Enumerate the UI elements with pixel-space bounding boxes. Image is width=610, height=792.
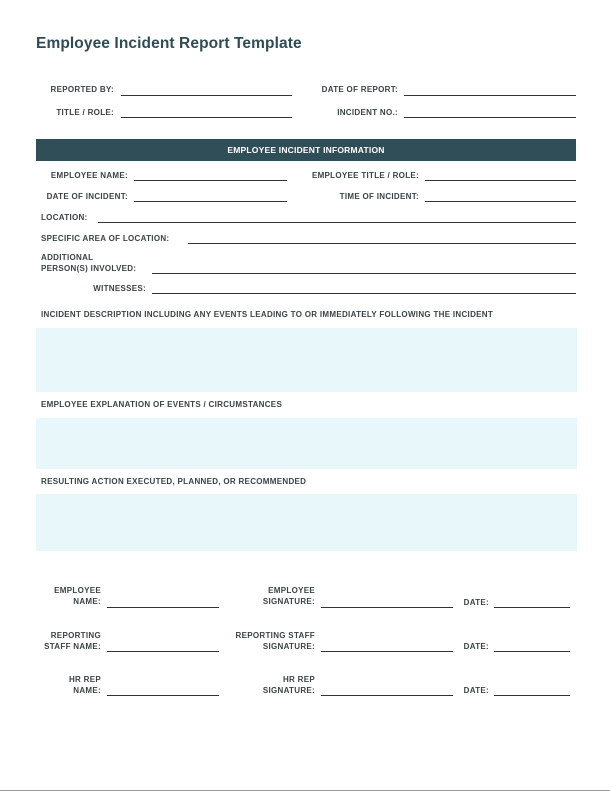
employee-name-label: EMPLOYEE NAME: xyxy=(50,171,128,180)
hr-name-label-line1: HR REP xyxy=(68,675,101,684)
staff-name-label-line2: STAFF NAME: xyxy=(44,642,101,651)
staff-signature-label-line1: REPORTING STAFF xyxy=(235,631,315,640)
employee-explanation-label: EMPLOYEE EXPLANATION OF EVENTS / CIRCUMSTANCES xyxy=(41,400,283,409)
location-label: LOCATION: xyxy=(41,213,88,222)
time-of-incident-field[interactable] xyxy=(425,201,576,202)
employee-name-sig-label-line2: NAME: xyxy=(73,597,101,606)
time-of-incident-label: TIME OF INCIDENT: xyxy=(339,192,419,201)
additional-persons-field[interactable] xyxy=(152,273,576,274)
employee-signature-label-line1: EMPLOYEE xyxy=(268,586,315,595)
resulting-action-input[interactable] xyxy=(36,494,577,551)
date-of-incident-field[interactable] xyxy=(134,201,287,202)
staff-date-label: DATE: xyxy=(463,642,489,651)
additional-label-line1: ADDITIONAL xyxy=(41,253,94,262)
date-of-report-field[interactable] xyxy=(404,95,576,96)
page-bottom-border xyxy=(0,790,610,791)
incident-description-label: INCIDENT DESCRIPTION INCLUDING ANY EVENTS LEADING TO OR IMMEDIATELY FOLLOWING THE INCIDENT xyxy=(41,310,494,319)
incident-no-label: INCIDENT NO.: xyxy=(337,108,398,117)
staff-signature-field[interactable] xyxy=(321,651,453,652)
employee-signature-label-line2: SIGNATURE: xyxy=(262,597,315,606)
staff-date-field[interactable] xyxy=(494,651,570,652)
hr-name-label-line2: NAME: xyxy=(73,686,101,695)
employee-name-sig-label-line1: EMPLOYEE xyxy=(54,586,101,595)
additional-persons-label: PERSON(S) INVOLVED: xyxy=(41,264,137,273)
reported-by-field[interactable] xyxy=(121,95,292,96)
hr-name-field[interactable] xyxy=(107,695,219,696)
date-of-report-label: DATE OF REPORT: xyxy=(321,85,398,94)
section-header-band: EMPLOYEE INCIDENT INFORMATION xyxy=(36,139,576,161)
employee-title-role-field[interactable] xyxy=(425,180,576,181)
hr-signature-label-line2: SIGNATURE: xyxy=(262,686,315,695)
location-field[interactable] xyxy=(98,222,576,223)
title-role-label: TITLE / ROLE: xyxy=(56,108,114,117)
employee-signature-field[interactable] xyxy=(321,607,453,608)
witnesses-label: WITNESSES: xyxy=(93,284,146,293)
staff-signature-label-line2: SIGNATURE: xyxy=(262,642,315,651)
witnesses-field[interactable] xyxy=(152,293,576,294)
employee-name-sig-field[interactable] xyxy=(107,607,219,608)
resulting-action-label: RESULTING ACTION EXECUTED, PLANNED, OR RECOMMENDED xyxy=(41,477,307,486)
employee-title-role-label: EMPLOYEE TITLE / ROLE: xyxy=(311,171,419,180)
page-title: Employee Incident Report Template xyxy=(36,35,302,52)
employee-explanation-input[interactable] xyxy=(36,418,577,469)
incident-no-field[interactable] xyxy=(404,117,576,118)
employee-date-field[interactable] xyxy=(494,607,570,608)
hr-signature-field[interactable] xyxy=(321,695,453,696)
incident-description-input[interactable] xyxy=(36,328,577,392)
specific-area-label: SPECIFIC AREA OF LOCATION: xyxy=(41,234,170,243)
date-of-incident-label: DATE OF INCIDENT: xyxy=(46,192,128,201)
hr-date-label: DATE: xyxy=(463,686,489,695)
hr-signature-label-line1: HR REP xyxy=(282,675,315,684)
employee-name-field[interactable] xyxy=(134,180,287,181)
title-role-field[interactable] xyxy=(121,117,292,118)
staff-name-field[interactable] xyxy=(107,651,219,652)
employee-date-label: DATE: xyxy=(463,598,489,607)
specific-area-field[interactable] xyxy=(188,243,576,244)
hr-date-field[interactable] xyxy=(494,695,570,696)
reported-by-label: REPORTED BY: xyxy=(50,85,114,94)
staff-name-label-line1: REPORTING xyxy=(50,631,101,640)
